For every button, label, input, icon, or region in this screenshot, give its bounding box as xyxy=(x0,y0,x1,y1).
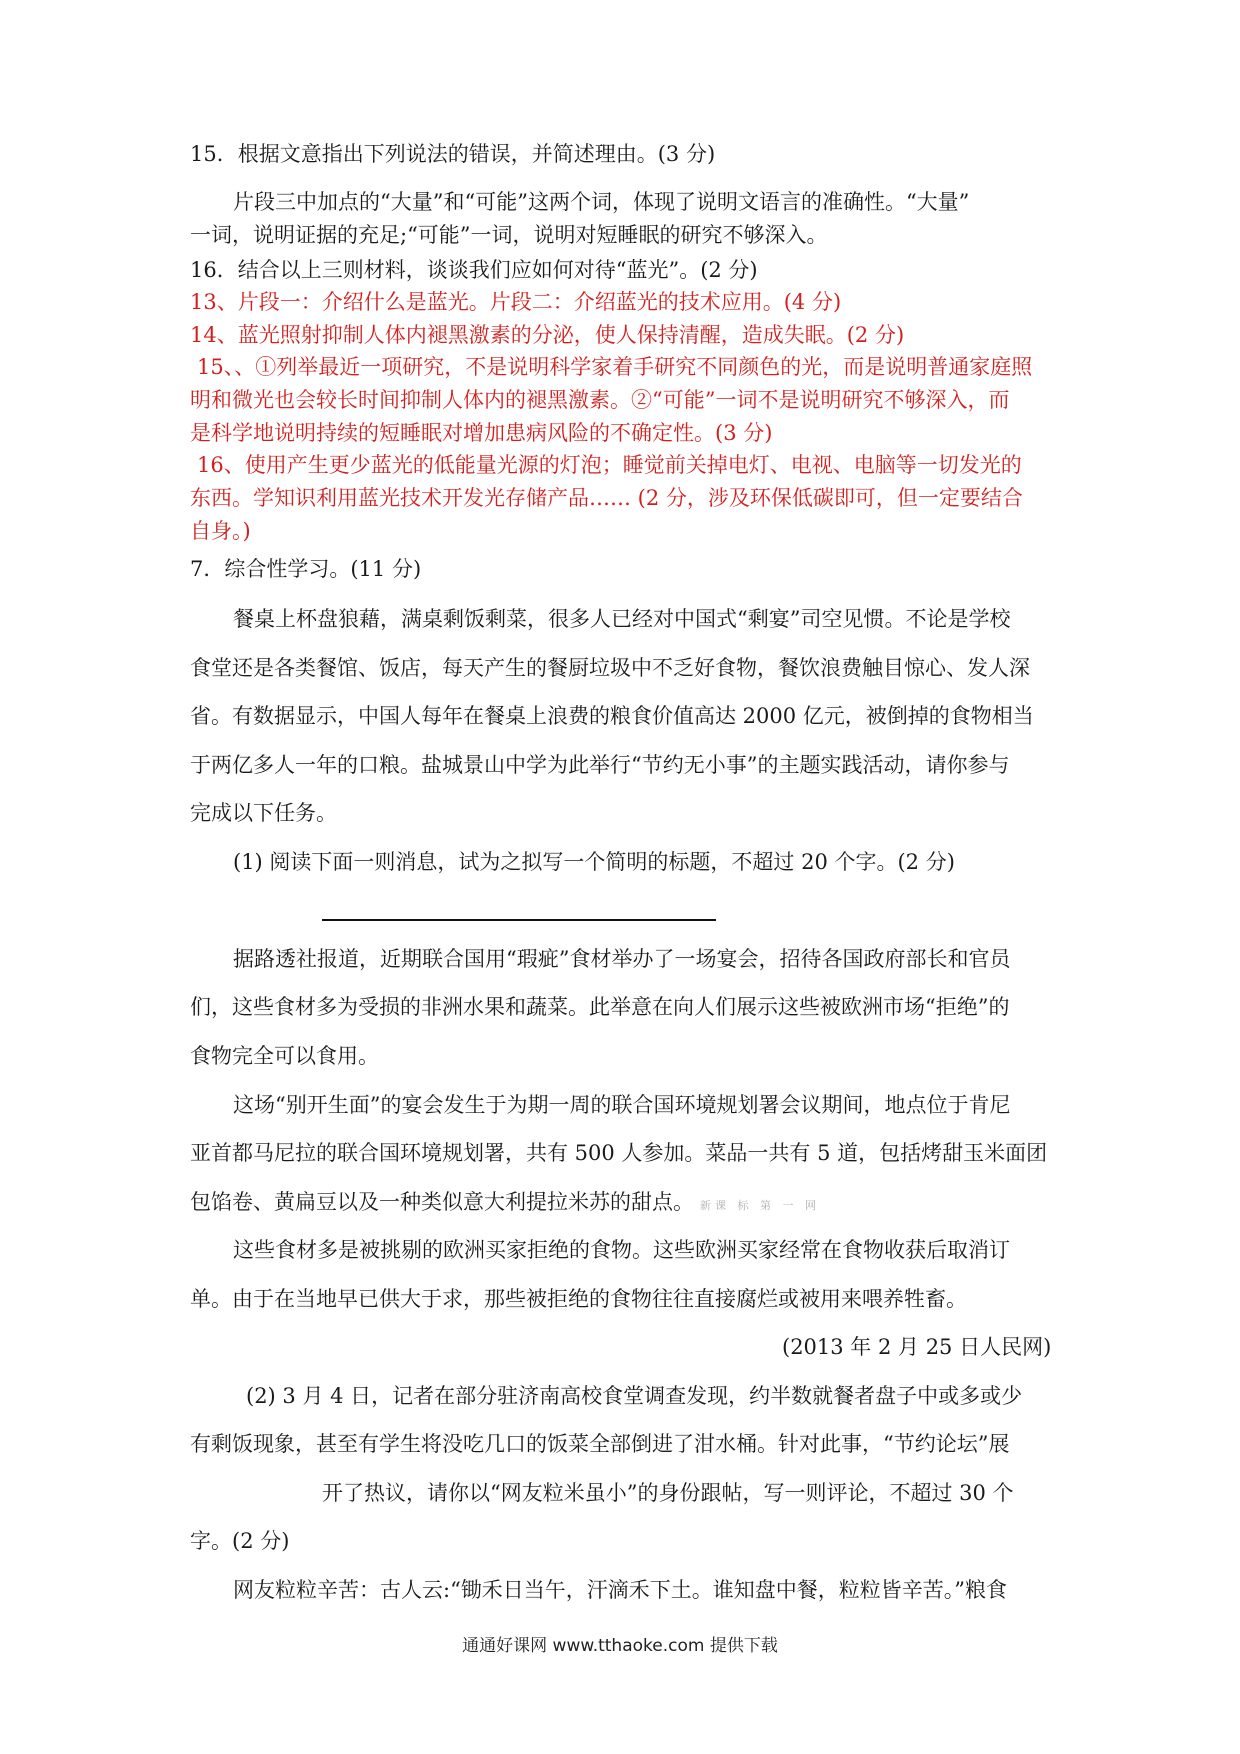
q7-intro-line4: 于两亿多人一年的口粮。盐城景山中学为此举行“节约无小事”的主题实践活动，请你参与 xyxy=(190,753,1010,777)
task2-line3: 开了热议，请你以“网友粒米虽小”的身份跟帖，写一则评论，不超过 30 个 xyxy=(322,1481,1014,1505)
q7-intro-line1: 餐桌上杯盘狼藉，满桌剩饭剩菜，很多人已经对中国式“剩宴”司空见惯。不论是学校 xyxy=(233,607,1011,631)
news-p2-line3 xyxy=(190,1186,820,1216)
task2-line4: 字。(2 分) xyxy=(190,1529,290,1553)
q15-statement-line1: 片段三中加点的“大量”和“可能”这两个词，体现了说明文语言的准确性。“大量” xyxy=(233,190,970,214)
title-answer-blank[interactable] xyxy=(322,919,716,921)
news-p1-line2: 们，这些食材多为受损的非洲水果和蔬菜。此举意在向人们展示这些被欧洲市场“拒绝”的 xyxy=(190,995,1010,1019)
answer-16-line1: 16、使用产生更少蓝光的低能量光源的灯泡；睡觉前关掉电灯、电视、电脑等一切发光的 xyxy=(197,453,1022,477)
q15-title: 15．根据文意指出下列说法的错误，并简述理由。(3 分) xyxy=(190,142,716,166)
task2-line1: (2) 3 月 4 日，记者在部分驻济南高校食堂调查发现，约半数就餐者盘子中或多或少 xyxy=(246,1384,1023,1408)
news-p2-line2: 亚首都马尼拉的联合国环境规划署，共有 500 人参加。菜品一共有 5 道，包括烤甜玉米面团 xyxy=(190,1141,1048,1165)
page-footer: 通通好课网 www.tthaoke.com 提供下载 xyxy=(462,1636,778,1656)
q15-statement-line2: 一词，说明证据的充足;“可能”一词，说明对短睡眠的研究不够深入。 xyxy=(190,223,828,247)
q7-title: 7．综合性学习。(11 分) xyxy=(190,557,422,581)
task2-line2: 有剩饭现象，甚至有学生将没吃几口的饭菜全部倒进了泔水桶。针对此事，“节约论坛”展 xyxy=(190,1432,1010,1456)
answer-13: 13、片段一：介绍什么是蓝光。片段二：介绍蓝光的技术应用。(4 分) xyxy=(190,290,842,314)
news-p3-line1: 这些食材多是被挑剔的欧洲买家拒绝的食物。这些欧洲买家经常在食物收获后取消订 xyxy=(233,1238,1010,1262)
q7-intro-line2: 食堂还是各类餐馆、饭店，每天产生的餐厨垃圾中不乏好食物，餐饮浪费触目惊心、发人深 xyxy=(190,656,1030,680)
q16-title: 16．结合以上三则材料，谈谈我们应如何对待“蓝光”。(2 分) xyxy=(190,258,758,282)
answer-15-line3: 是科学地说明持续的短睡眠对增加患病风险的不确定性。(3 分) xyxy=(190,421,773,445)
answer-16-line2: 东西。学知识利用蓝光技术开发光存储产品…… (2 分，涉及环保低碳即可，但一定要结合 xyxy=(190,486,1023,510)
news-source: (2013 年 2 月 25 日人民网) xyxy=(782,1335,1052,1359)
news-p2-line1: 这场“别开生面”的宴会发生于为期一周的联合国环境规划署会议期间，地点位于肯尼 xyxy=(233,1093,1011,1117)
task1-prompt: (1) 阅读下面一则消息，试为之拟写一个简明的标题，不超过 20 个字。(2 分) xyxy=(233,850,955,874)
answer-15-line1: 15、、①列举最近一项研究，不是说明科学家着手研究不同颜色的光，而是说明普通家庭照 xyxy=(197,355,1033,379)
q7-intro-line3: 省。有数据显示，中国人每年在餐桌上浪费的粮食价值高达 2000 亿元，被倒掉的食物相当 xyxy=(190,704,1034,728)
news-p3-line2: 单。由于在当地早已供大于求，那些被拒绝的食物往往直接腐烂或被用来喂养牲畜。 xyxy=(190,1287,967,1311)
answer-14: 14、蓝光照射抑制人体内褪黑激素的分泌，使人保持清醒，造成失眠。(2 分) xyxy=(190,323,905,347)
news-p2-line3-text: 包馅卷、黄扁豆以及一种类似意大利提拉米苏的甜点。 xyxy=(190,1190,694,1214)
watermark: 新课 标 第 一 网 xyxy=(700,1199,820,1212)
answer-16-line3: 自身。) xyxy=(190,519,251,543)
news-p1-line3: 食物完全可以食用。 xyxy=(190,1044,379,1068)
q7-intro-line5: 完成以下任务。 xyxy=(190,801,337,825)
answer-15-line2: 明和微光也会较长时间抑制人体内的褪黑激素。②“可能”一词不是说明研究不够深入，而 xyxy=(190,388,1010,412)
news-p1-line1: 据路透社报道，近期联合国用“瑕疵”食材举办了一场宴会，招待各国政府部长和官员 xyxy=(233,947,1011,971)
forum-post-line1: 网友粒粒辛苦：古人云:“锄禾日当午，汗滴禾下土。谁知盘中餐，粒粒皆辛苦。”粮食 xyxy=(233,1578,1008,1602)
